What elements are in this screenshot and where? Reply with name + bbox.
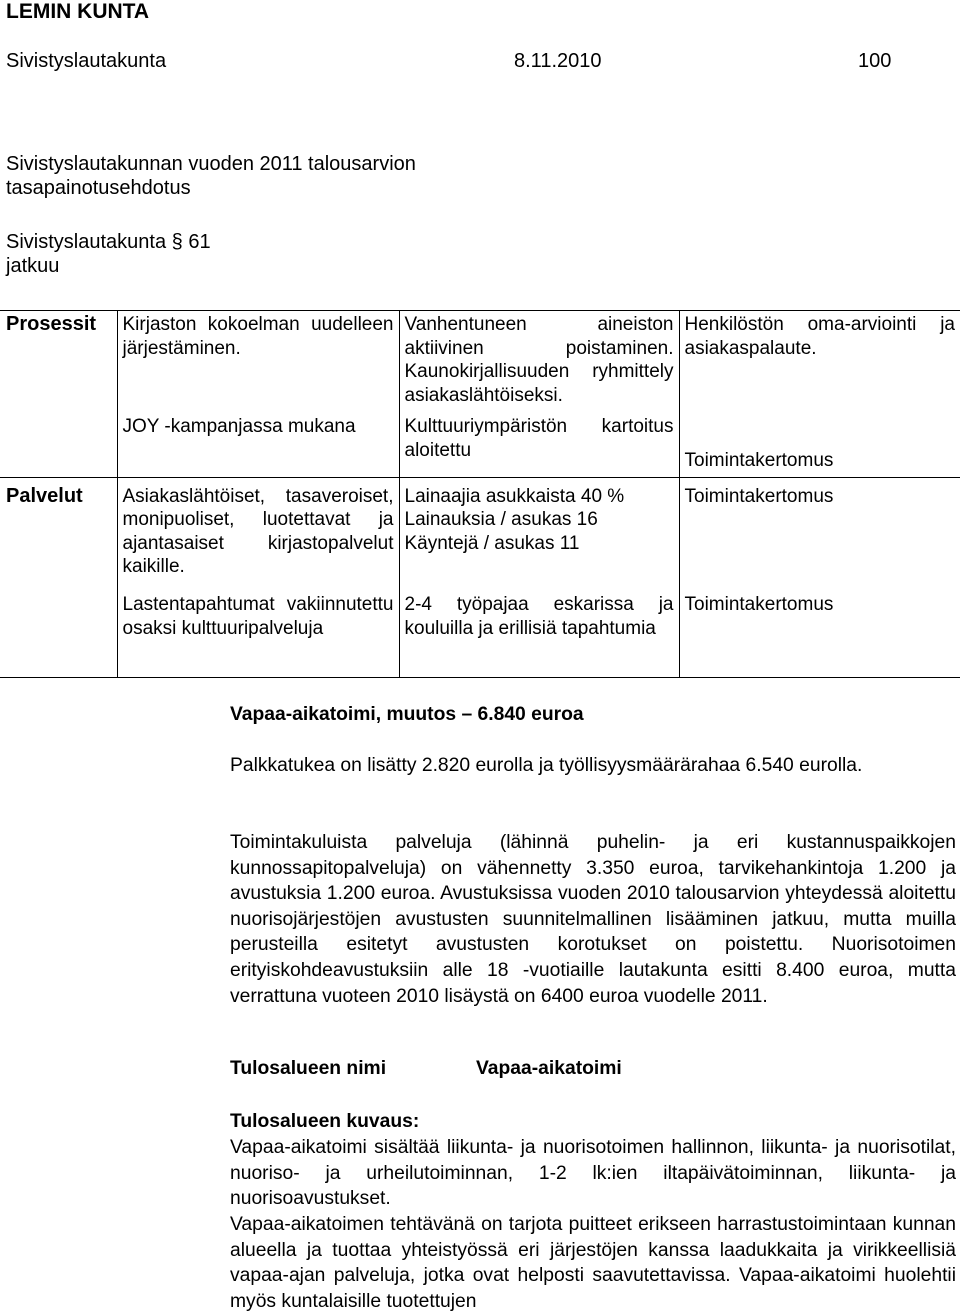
table-row [0,477,960,593]
meeting-date: 8.11.2010 [514,50,602,72]
result-area-value: Vapaa-aikatoimi [476,1058,622,1079]
paragraph: Vapaa-aikatoimen tehtävänä on tarjota puitteet erikseen harrastustoimintaan kunnan alueella ja tuottaa yhteistyössä eri järjestöjen kanssa laadukkaita ja virikkeellisiä vapaa-ajan palveluja, jotka ovat helposti saavutettavissa. Vapaa-aikatoimi huolehtii myös kuntalaisille tuotettujen [230,1214,956,1312]
table-cell: Toimintakertomus [679,407,960,477]
table-cell: Henkilöstön oma-arviointi ja asiakaspalaute. [679,311,960,408]
table-cell: JOY -kampanjassa mukana [117,407,399,477]
table-cell: Toimintakertomus [679,593,960,677]
paragraph: Vapaa-aikatoimi sisältää liikunta- ja nuorisotoimen hallinnon, liikunta- ja nuorisotilat, nuoriso- ja urheilutoiminnan, 1-2 lk:ien iltapäivätoiminnan, liikunta- ja nuorisoavustukset. [230,1137,956,1210]
row-label-prosessit: Prosessit [0,311,117,408]
section-reference: Sivistyslautakunta § 61 jatkuu [6,231,211,277]
table-cell: Lainaajia asukkaista 40 % Lainauksia / asukas 16 Käyntejä / asukas 11 [399,477,679,593]
document-header [6,50,956,76]
table-cell: Asiakaslähtöiset, tasaveroiset, monipuoliset, luotettavat ja ajantasaiset kirjastopalvelut kaikille. [117,477,399,593]
paragraph: Palkkatukea on lisätty 2.820 eurolla ja työllisyysmäärärahaa 6.540 eurolla. [230,755,863,776]
table-cell: Lastentapahtumat vakiinnutettu osaksi kulttuuripalveluja [117,593,399,677]
result-area-label: Tulosalueen nimi [230,1058,387,1079]
description-heading: Tulosalueen kuvaus: [230,1111,420,1132]
table-cell: Kulttuuriympäristön kartoitus aloitettu [399,407,679,477]
table-row [0,311,960,408]
table-row [0,593,960,677]
table-cell: Vanhentuneen aineiston aktiivinen poistaminen. Kaunokirjallisuuden ryhmittely asiakaslähtöiseksi. [399,311,679,408]
table-cell: 2-4 työpajaa eskarissa ja kouluilla ja erillisiä tapahtumia [399,593,679,677]
section-heading: Vapaa-aikatoimi, muutos – 6.840 euroa [230,704,584,725]
process-table [0,310,960,678]
table-cell: Toimintakertomus [679,477,960,593]
table-row [0,407,960,477]
organization-name: LEMIN KUNTA [6,0,150,23]
document-title: Sivistyslautakunnan vuoden 2011 talousarvion tasapainotusehdotus [6,153,416,199]
committee-name: Sivistyslautakunta [6,50,167,72]
table-cell: Kirjaston kokoelman uudelleen järjestäminen. [117,311,399,408]
paragraph: Toimintakuluista palveluja (lähinnä puhelin- ja eri kustannuspaikkojen kunnossapitopalveluja) on vähennetty 3.350 euroa, tarvikehankintoja 1.200 ja avustuksia 1.200 euroa. Avustuksissa vuoden 2010 talousarvion yhteydessä aloitettu nuorisojärjestöjen avustusten suunnitelmallinen lisääminen jatkuu, mutta muilla perusteilla esitetyt avustusten korotukset on poistettu. Nuorisotoimen erityiskohdeavustuksiin alle 18 -vuotiaille lautakunta esitti 8.400 euroa, mutta verrattuna vuoteen 2010 lisäystä on 6400 euroa vuodelle 2011. [230,832,956,1007]
row-label-palvelut: Palvelut [0,477,117,593]
result-area-name [230,1056,956,1082]
page-number: 100 [858,50,892,72]
